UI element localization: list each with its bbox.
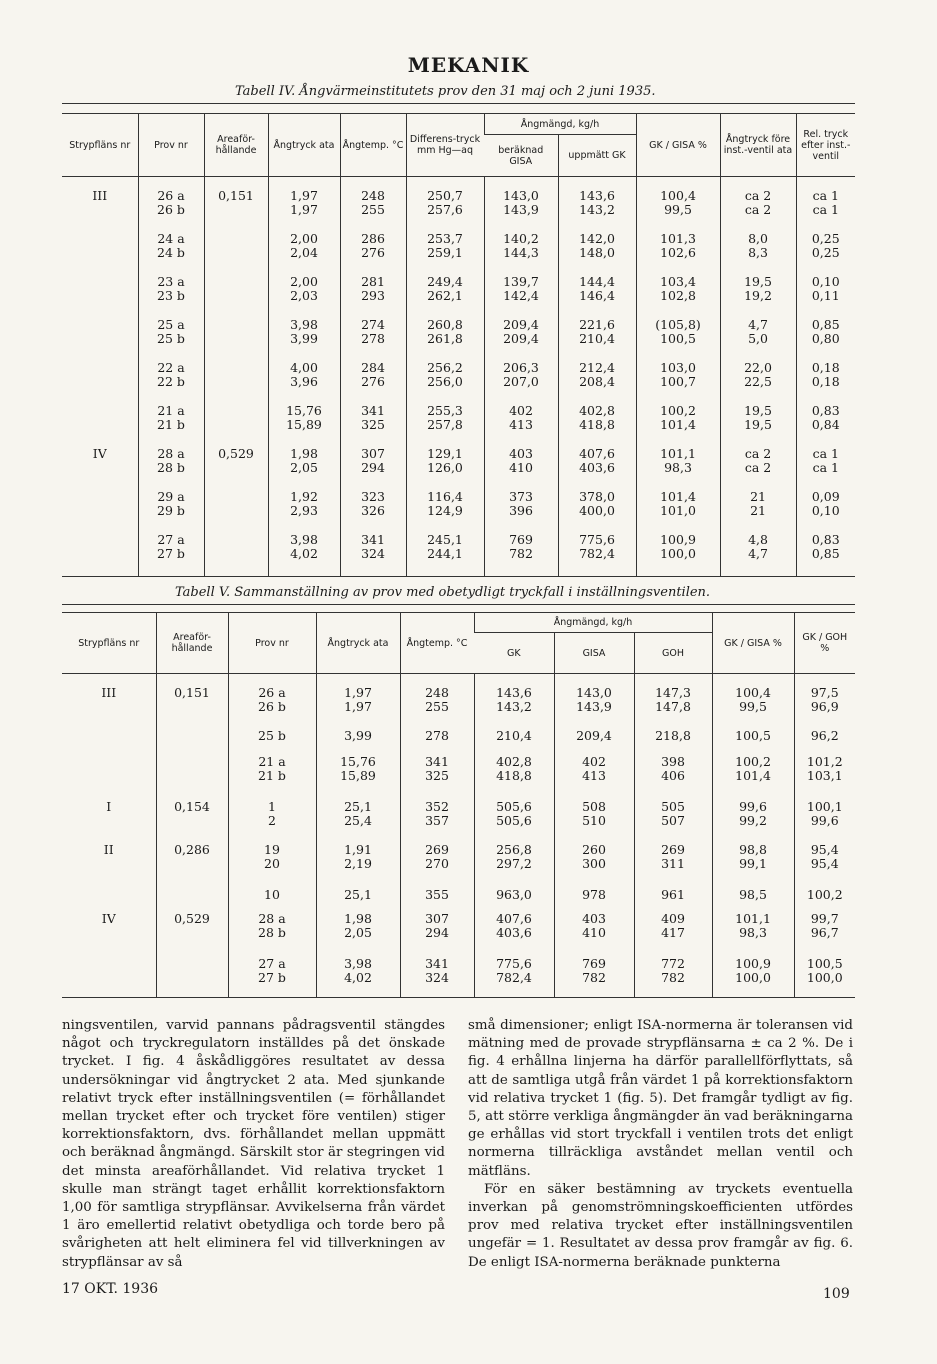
t4-cell-prov: 24 a 24 b xyxy=(138,232,204,275)
t4-cell-berak: 206,3 207,0 xyxy=(484,361,558,404)
body-right-paragraph-2: För en säker bestämning av tryckets eventuella inverkan på genomströmningskoefficienten utfördes prov med relativa trycket efter inställningsventilen ungefär = 1. Resultatet av dessa prov framgår av fig. 6. De enligt ISA-normerna beräknade punkterna xyxy=(468,1181,853,1270)
footer-date: 17 OKT. 1936 xyxy=(62,1281,159,1297)
t5-cell-gisa: 769 782 xyxy=(554,957,634,998)
t5-cell-tryck: 1,98 2,05 xyxy=(316,912,400,957)
t5-cell-prov: 27 a 27 b xyxy=(228,957,316,998)
t4-cell-rel: 0,83 0,84 xyxy=(796,404,855,447)
t4-cell-fore: 8,0 8,3 xyxy=(720,232,796,275)
t4-cell-berak: 143,0 143,9 xyxy=(484,177,558,232)
t4-cell-uppm: 143,6 143,2 xyxy=(558,177,636,232)
t4-cell-diff: 260,8 261,8 xyxy=(406,318,484,361)
t4-cell-rel: 0,85 0,80 xyxy=(796,318,855,361)
t4-cell-temp: 281 293 xyxy=(340,275,406,318)
t5-cell-gk: 775,6 782,4 xyxy=(474,957,554,998)
t4-cell-fore: 19,5 19,5 xyxy=(720,404,796,447)
t5-cell-goh: 505 507 xyxy=(634,800,712,843)
t4-cell-prov: 28 a 28 b xyxy=(138,447,204,490)
t4-cell-stryp xyxy=(62,232,138,275)
t4-cell-stryp xyxy=(62,533,138,577)
t4-cell-ratio: 103,4 102,8 xyxy=(636,275,720,318)
t5-cell-gk: 963,0 xyxy=(474,888,554,912)
t4-cell-stryp xyxy=(62,275,138,318)
t5-cell-area: 0,529 xyxy=(156,912,228,957)
t4-cell-prov: 27 a 27 b xyxy=(138,533,204,577)
t5-cell-r1: 99,6 99,2 xyxy=(712,800,794,843)
t5-cell-temp: 248 255 xyxy=(400,674,474,729)
t4-cell-temp: 284 276 xyxy=(340,361,406,404)
t5-cell-temp: 352 357 xyxy=(400,800,474,843)
t4-h-stryp: Strypfläns nr xyxy=(62,114,138,177)
t4-cell-fore: 19,5 19,2 xyxy=(720,275,796,318)
t4-cell-diff: 249,4 262,1 xyxy=(406,275,484,318)
t4-cell-fore: 4,7 5,0 xyxy=(720,318,796,361)
t5-cell-gisa: 260 300 xyxy=(554,843,634,888)
t4-cell-stryp: IV xyxy=(92,445,107,461)
page-title: MEKANIK xyxy=(407,53,530,77)
t5-cell-r2: 96,2 xyxy=(794,729,855,755)
t5-cell-stryp: II xyxy=(103,841,114,857)
t5-row xyxy=(62,843,855,888)
t4-row xyxy=(62,404,855,447)
t5-cell-goh: 269 311 xyxy=(634,843,712,888)
t4-h-tryck: Ångtryck ata xyxy=(268,114,340,177)
t5-row xyxy=(62,729,855,755)
table5 xyxy=(62,612,855,998)
t4-cell-area xyxy=(204,318,268,361)
t4-cell-area xyxy=(204,361,268,404)
t5-cell-goh: 218,8 xyxy=(634,729,712,755)
t4-cell-temp: 323 326 xyxy=(340,490,406,533)
t4-h-fore: Ångtryck före inst.-ventil ata xyxy=(720,114,796,177)
t4-cell-fore: ca 2 ca 2 xyxy=(720,177,796,232)
t5-cell-goh: 409 417 xyxy=(634,912,712,957)
t4-h-uppm: uppmätt GK xyxy=(558,135,636,177)
t5-cell-stryp: I xyxy=(106,798,112,814)
t5-cell-r2: 101,2 103,1 xyxy=(794,755,855,800)
t5-cell-stryp xyxy=(62,957,156,998)
t4-cell-area: 0,151 xyxy=(204,177,268,232)
t5-cell-tryck: 15,76 15,89 xyxy=(316,755,400,800)
t4-cell-diff: 116,4 124,9 xyxy=(406,490,484,533)
t4-cell-area xyxy=(204,404,268,447)
t4-cell-berak: 403 410 xyxy=(484,447,558,490)
t4-cell-prov: 26 a 26 b xyxy=(138,177,204,232)
t5-cell-area xyxy=(156,888,228,912)
t4-cell-rel: 0,25 0,25 xyxy=(796,232,855,275)
t4-cell-stryp: III xyxy=(92,188,108,203)
t4-cell-rel: ca 1 ca 1 xyxy=(796,447,855,490)
t4-cell-berak: 140,2 144,3 xyxy=(484,232,558,275)
t5-cell-gk: 256,8 297,2 xyxy=(474,843,554,888)
t5-cell-gk: 210,4 xyxy=(474,729,554,755)
t4-cell-tryck: 2,00 2,03 xyxy=(268,275,340,318)
t5-cell-prov: 1 2 xyxy=(228,800,316,843)
body-right-paragraph-1: små dimensioner; enligt ISA-normerna är toleransen vid mätning med de provade strypflänsarna ± ca 2 %. De i fig. 4 erhållna linjerna ha därför parallellförflyttats, så att de samtliga utgå från värdet 1 på korrektionsfaktorn vid relativa trycket 1 (fig. 5). Det framgår tydligt av fig. 5, att större verkliga ångmängder än vad beräkningarna ge erhållas vid stort tryckfall i ventilen trots det enligt normerna tillräckliga avståndet mellan ventil och mätfläns. xyxy=(468,1018,853,1179)
t5-row xyxy=(62,888,855,912)
t5-cell-temp: 269 270 xyxy=(400,843,474,888)
t4-cell-ratio: 100,2 101,4 xyxy=(636,404,720,447)
t5-cell-goh: 772 782 xyxy=(634,957,712,998)
t5-row xyxy=(62,674,855,729)
t4-row xyxy=(62,447,855,490)
t5-cell-r1: 100,5 xyxy=(712,729,794,755)
t4-cell-tryck: 2,00 2,04 xyxy=(268,232,340,275)
t5-h-stryp: Strypfläns nr xyxy=(62,613,156,674)
t5-cell-gk: 143,6 143,2 xyxy=(474,674,554,729)
t5-cell-temp: 341 324 xyxy=(400,957,474,998)
t4-cell-fore: 4,8 4,7 xyxy=(720,533,796,577)
t5-cell-tryck: 3,98 4,02 xyxy=(316,957,400,998)
t5-cell-temp: 307 294 xyxy=(400,912,474,957)
t5-cell-r1: 100,4 99,5 xyxy=(712,674,794,729)
t4-cell-area xyxy=(204,232,268,275)
body-left-column xyxy=(62,1017,445,1272)
t5-cell-tryck: 3,99 xyxy=(316,729,400,755)
t4-row xyxy=(62,232,855,275)
t4-cell-temp: 341 324 xyxy=(340,533,406,577)
t4-cell-temp: 341 325 xyxy=(340,404,406,447)
t5-cell-area xyxy=(156,957,228,998)
t5-cell-area: 0,151 xyxy=(156,674,228,729)
t5-h-area: Areaför-hållande xyxy=(156,613,228,674)
t4-h-berak: beräknad GISA xyxy=(484,135,558,177)
t5-cell-area: 0,286 xyxy=(156,843,228,888)
t4-cell-ratio: 101,4 101,0 xyxy=(636,490,720,533)
t5-cell-prov: 19 20 xyxy=(228,843,316,888)
t5-cell-temp: 278 xyxy=(400,729,474,755)
t5-cell-stryp xyxy=(62,729,156,755)
t5-cell-gisa: 978 xyxy=(554,888,634,912)
t4-cell-diff: 253,7 259,1 xyxy=(406,232,484,275)
t4-cell-stryp xyxy=(62,490,138,533)
t4-cell-area xyxy=(204,275,268,318)
t4-h-diff: Differens-tryck mm Hg—aq xyxy=(406,114,484,177)
t5-cell-prov: 28 a 28 b xyxy=(228,912,316,957)
t5-cell-tryck: 1,97 1,97 xyxy=(316,674,400,729)
t4-cell-ratio: 100,9 100,0 xyxy=(636,533,720,577)
t4-cell-uppm: 221,6 210,4 xyxy=(558,318,636,361)
t4-cell-fore: ca 2 ca 2 xyxy=(720,447,796,490)
t5-h-goh: GOH xyxy=(634,633,712,674)
t5-cell-r2: 100,2 xyxy=(794,888,855,912)
t4-cell-berak: 209,4 209,4 xyxy=(484,318,558,361)
t4-cell-diff: 256,2 256,0 xyxy=(406,361,484,404)
t4-cell-tryck: 4,00 3,96 xyxy=(268,361,340,404)
t4-cell-prov: 21 a 21 b xyxy=(138,404,204,447)
t5-row xyxy=(62,912,855,957)
t5-h-tryck: Ångtryck ata xyxy=(316,613,400,674)
t5-cell-gk: 505,6 505,6 xyxy=(474,800,554,843)
t4-cell-prov: 23 a 23 b xyxy=(138,275,204,318)
t5-cell-stryp: IV xyxy=(101,910,116,926)
t5-row xyxy=(62,957,855,998)
t4-cell-rel: ca 1 ca 1 xyxy=(796,177,855,232)
t4-cell-uppm: 407,6 403,6 xyxy=(558,447,636,490)
body-left-paragraph: ningsventilen, varvid pannans pådragsventil stängdes något och tryckregulatorn inställdes på det önskade trycket. I fig. 4 åskådliggöres resultatet av dessa undersökningar vid ångtrycket 2 ata. Med sjunkande relativt tryck efter inställningsventilen (= förhållandet mellan trycket efter och trycket före ventilen) stiger korrektionsfaktorn, dvs. förhållandet mellan uppmätt och beräknad ångmängd. Särskilt stor är stegringen vid det minsta areaförhållandet. Vid relativa trycket 1 skulle man strängt taget erhållit korrektionsfaktorn 1,00 för samtliga strypflänsar. Avvikelserna från värdet 1 äro emellertid relativt obetydliga och torde bero på svårigheten att helt eliminera fel vid tillverkningen av strypflänsar av så xyxy=(62,1018,445,1270)
t5-cell-r1: 100,9 100,0 xyxy=(712,957,794,998)
t4-cell-diff: 250,7 257,6 xyxy=(406,177,484,232)
t4-cell-diff: 245,1 244,1 xyxy=(406,533,484,577)
t4-cell-stryp xyxy=(62,318,138,361)
t4-cell-area xyxy=(204,490,268,533)
t4-cell-temp: 286 276 xyxy=(340,232,406,275)
t4-h-area: Areaför-hållande xyxy=(204,114,268,177)
t4-cell-berak: 373 396 xyxy=(484,490,558,533)
t4-cell-fore: 21 21 xyxy=(720,490,796,533)
t4-cell-area xyxy=(204,533,268,577)
t4-cell-tryck: 3,98 3,99 xyxy=(268,318,340,361)
t5-cell-gisa: 508 510 xyxy=(554,800,634,843)
t4-cell-berak: 769 782 xyxy=(484,533,558,577)
t4-h-rel: Rel. tryck efter inst.-ventil xyxy=(796,114,855,177)
t4-cell-tryck: 15,76 15,89 xyxy=(268,404,340,447)
t5-cell-tryck: 1,91 2,19 xyxy=(316,843,400,888)
t5-cell-r2: 95,4 95,4 xyxy=(794,843,855,888)
t5-cell-gisa: 209,4 xyxy=(554,729,634,755)
body-right-column xyxy=(468,1017,853,1272)
t5-cell-goh: 398 406 xyxy=(634,755,712,800)
table5-caption: Tabell V. Sammanställning av prov med obetydligt tryckfall i inställningsventilen. xyxy=(175,585,711,600)
t4-row xyxy=(62,490,855,533)
t5-h-r2: GK / GOH % xyxy=(794,613,855,674)
t4-cell-tryck: 3,98 4,02 xyxy=(268,533,340,577)
t4-h-prov: Prov nr xyxy=(138,114,204,177)
table4 xyxy=(62,113,855,577)
t4-cell-prov: 22 a 22 b xyxy=(138,361,204,404)
t5-cell-gisa: 143,0 143,9 xyxy=(554,674,634,729)
t4-cell-rel: 0,09 0,10 xyxy=(796,490,855,533)
t5-cell-gisa: 403 410 xyxy=(554,912,634,957)
t5-cell-goh: 961 xyxy=(634,888,712,912)
t4-cell-ratio: (105,8) 100,5 xyxy=(636,318,720,361)
t5-h-r1: GK / GISA % xyxy=(712,613,794,674)
t5-cell-goh: 147,3 147,8 xyxy=(634,674,712,729)
t5-cell-gk: 407,6 403,6 xyxy=(474,912,554,957)
t5-cell-temp: 341 325 xyxy=(400,755,474,800)
t5-cell-r1: 98,8 99,1 xyxy=(712,843,794,888)
t4-cell-berak: 402 413 xyxy=(484,404,558,447)
t4-row xyxy=(62,361,855,404)
page-number: 109 xyxy=(823,1286,850,1302)
t5-cell-gk: 402,8 418,8 xyxy=(474,755,554,800)
t4-cell-temp: 274 278 xyxy=(340,318,406,361)
t5-cell-stryp xyxy=(62,888,156,912)
t5-h-mangd: Ångmängd, kg/h xyxy=(474,613,712,633)
t5-h-gk: GK xyxy=(474,633,554,674)
t5-row xyxy=(62,755,855,800)
t5-h-gisa: GISA xyxy=(554,633,634,674)
t4-cell-area: 0,529 xyxy=(204,447,268,490)
t4-h-ratio: GK / GISA % xyxy=(636,114,720,177)
t4-h-mangd: Ångmängd, kg/h xyxy=(484,114,636,135)
t4-cell-ratio: 101,1 98,3 xyxy=(636,447,720,490)
t4-row xyxy=(62,318,855,361)
t5-cell-prov: 10 xyxy=(228,888,316,912)
t5-cell-r2: 100,5 100,0 xyxy=(794,957,855,998)
t4-cell-uppm: 142,0 148,0 xyxy=(558,232,636,275)
t5-cell-r1: 100,2 101,4 xyxy=(712,755,794,800)
t5-cell-r2: 97,5 96,9 xyxy=(794,674,855,729)
t4-cell-ratio: 103,0 100,7 xyxy=(636,361,720,404)
t4-cell-temp: 248 255 xyxy=(340,177,406,232)
t4-cell-uppm: 775,6 782,4 xyxy=(558,533,636,577)
t4-cell-stryp xyxy=(62,361,138,404)
t5-cell-temp: 355 xyxy=(400,888,474,912)
t4-cell-rel: 0,10 0,11 xyxy=(796,275,855,318)
t4-cell-uppm: 378,0 400,0 xyxy=(558,490,636,533)
table4-caption: Tabell IV. Ångvärmeinstitutets prov den 31 maj och 2 juni 1935. xyxy=(235,84,656,99)
t4-cell-tryck: 1,97 1,97 xyxy=(268,177,340,232)
t5-cell-gisa: 402 413 xyxy=(554,755,634,800)
t4-cell-uppm: 212,4 208,4 xyxy=(558,361,636,404)
t5-h-prov: Prov nr xyxy=(228,613,316,674)
t5-cell-prov: 25 b xyxy=(228,729,316,755)
t4-cell-diff: 129,1 126,0 xyxy=(406,447,484,490)
t5-cell-area xyxy=(156,729,228,755)
t5-cell-stryp xyxy=(62,755,156,800)
t4-cell-berak: 139,7 142,4 xyxy=(484,275,558,318)
t4-cell-diff: 255,3 257,8 xyxy=(406,404,484,447)
t4-cell-prov: 25 a 25 b xyxy=(138,318,204,361)
t5-cell-area xyxy=(156,755,228,800)
t4-cell-rel: 0,18 0,18 xyxy=(796,361,855,404)
t4-h-temp: Ångtemp. °C xyxy=(340,114,406,177)
t4-cell-ratio: 100,4 99,5 xyxy=(636,177,720,232)
t4-cell-temp: 307 294 xyxy=(340,447,406,490)
t5-cell-area: 0,154 xyxy=(156,800,228,843)
t5-cell-tryck: 25,1 xyxy=(316,888,400,912)
t5-cell-r2: 100,1 99,6 xyxy=(794,800,855,843)
t4-row xyxy=(62,177,855,232)
t5-cell-r1: 101,1 98,3 xyxy=(712,912,794,957)
t5-cell-r2: 99,7 96,7 xyxy=(794,912,855,957)
t4-cell-tryck: 1,92 2,93 xyxy=(268,490,340,533)
t4-cell-fore: 22,0 22,5 xyxy=(720,361,796,404)
t4-cell-ratio: 101,3 102,6 xyxy=(636,232,720,275)
t4-cell-uppm: 144,4 146,4 xyxy=(558,275,636,318)
t4-cell-tryck: 1,98 2,05 xyxy=(268,447,340,490)
t5-row xyxy=(62,800,855,843)
t5-cell-prov: 21 a 21 b xyxy=(228,755,316,800)
t4-cell-rel: 0,83 0,85 xyxy=(796,533,855,577)
t5-cell-stryp: III xyxy=(101,685,117,700)
t4-row xyxy=(62,533,855,577)
t4-row xyxy=(62,275,855,318)
t5-cell-r1: 98,5 xyxy=(712,888,794,912)
t5-cell-tryck: 25,1 25,4 xyxy=(316,800,400,843)
t4-cell-stryp xyxy=(62,404,138,447)
t5-cell-prov: 26 a 26 b xyxy=(228,674,316,729)
t4-cell-prov: 29 a 29 b xyxy=(138,490,204,533)
t4-cell-uppm: 402,8 418,8 xyxy=(558,404,636,447)
t5-h-temp: Ångtemp. °C xyxy=(400,613,474,674)
